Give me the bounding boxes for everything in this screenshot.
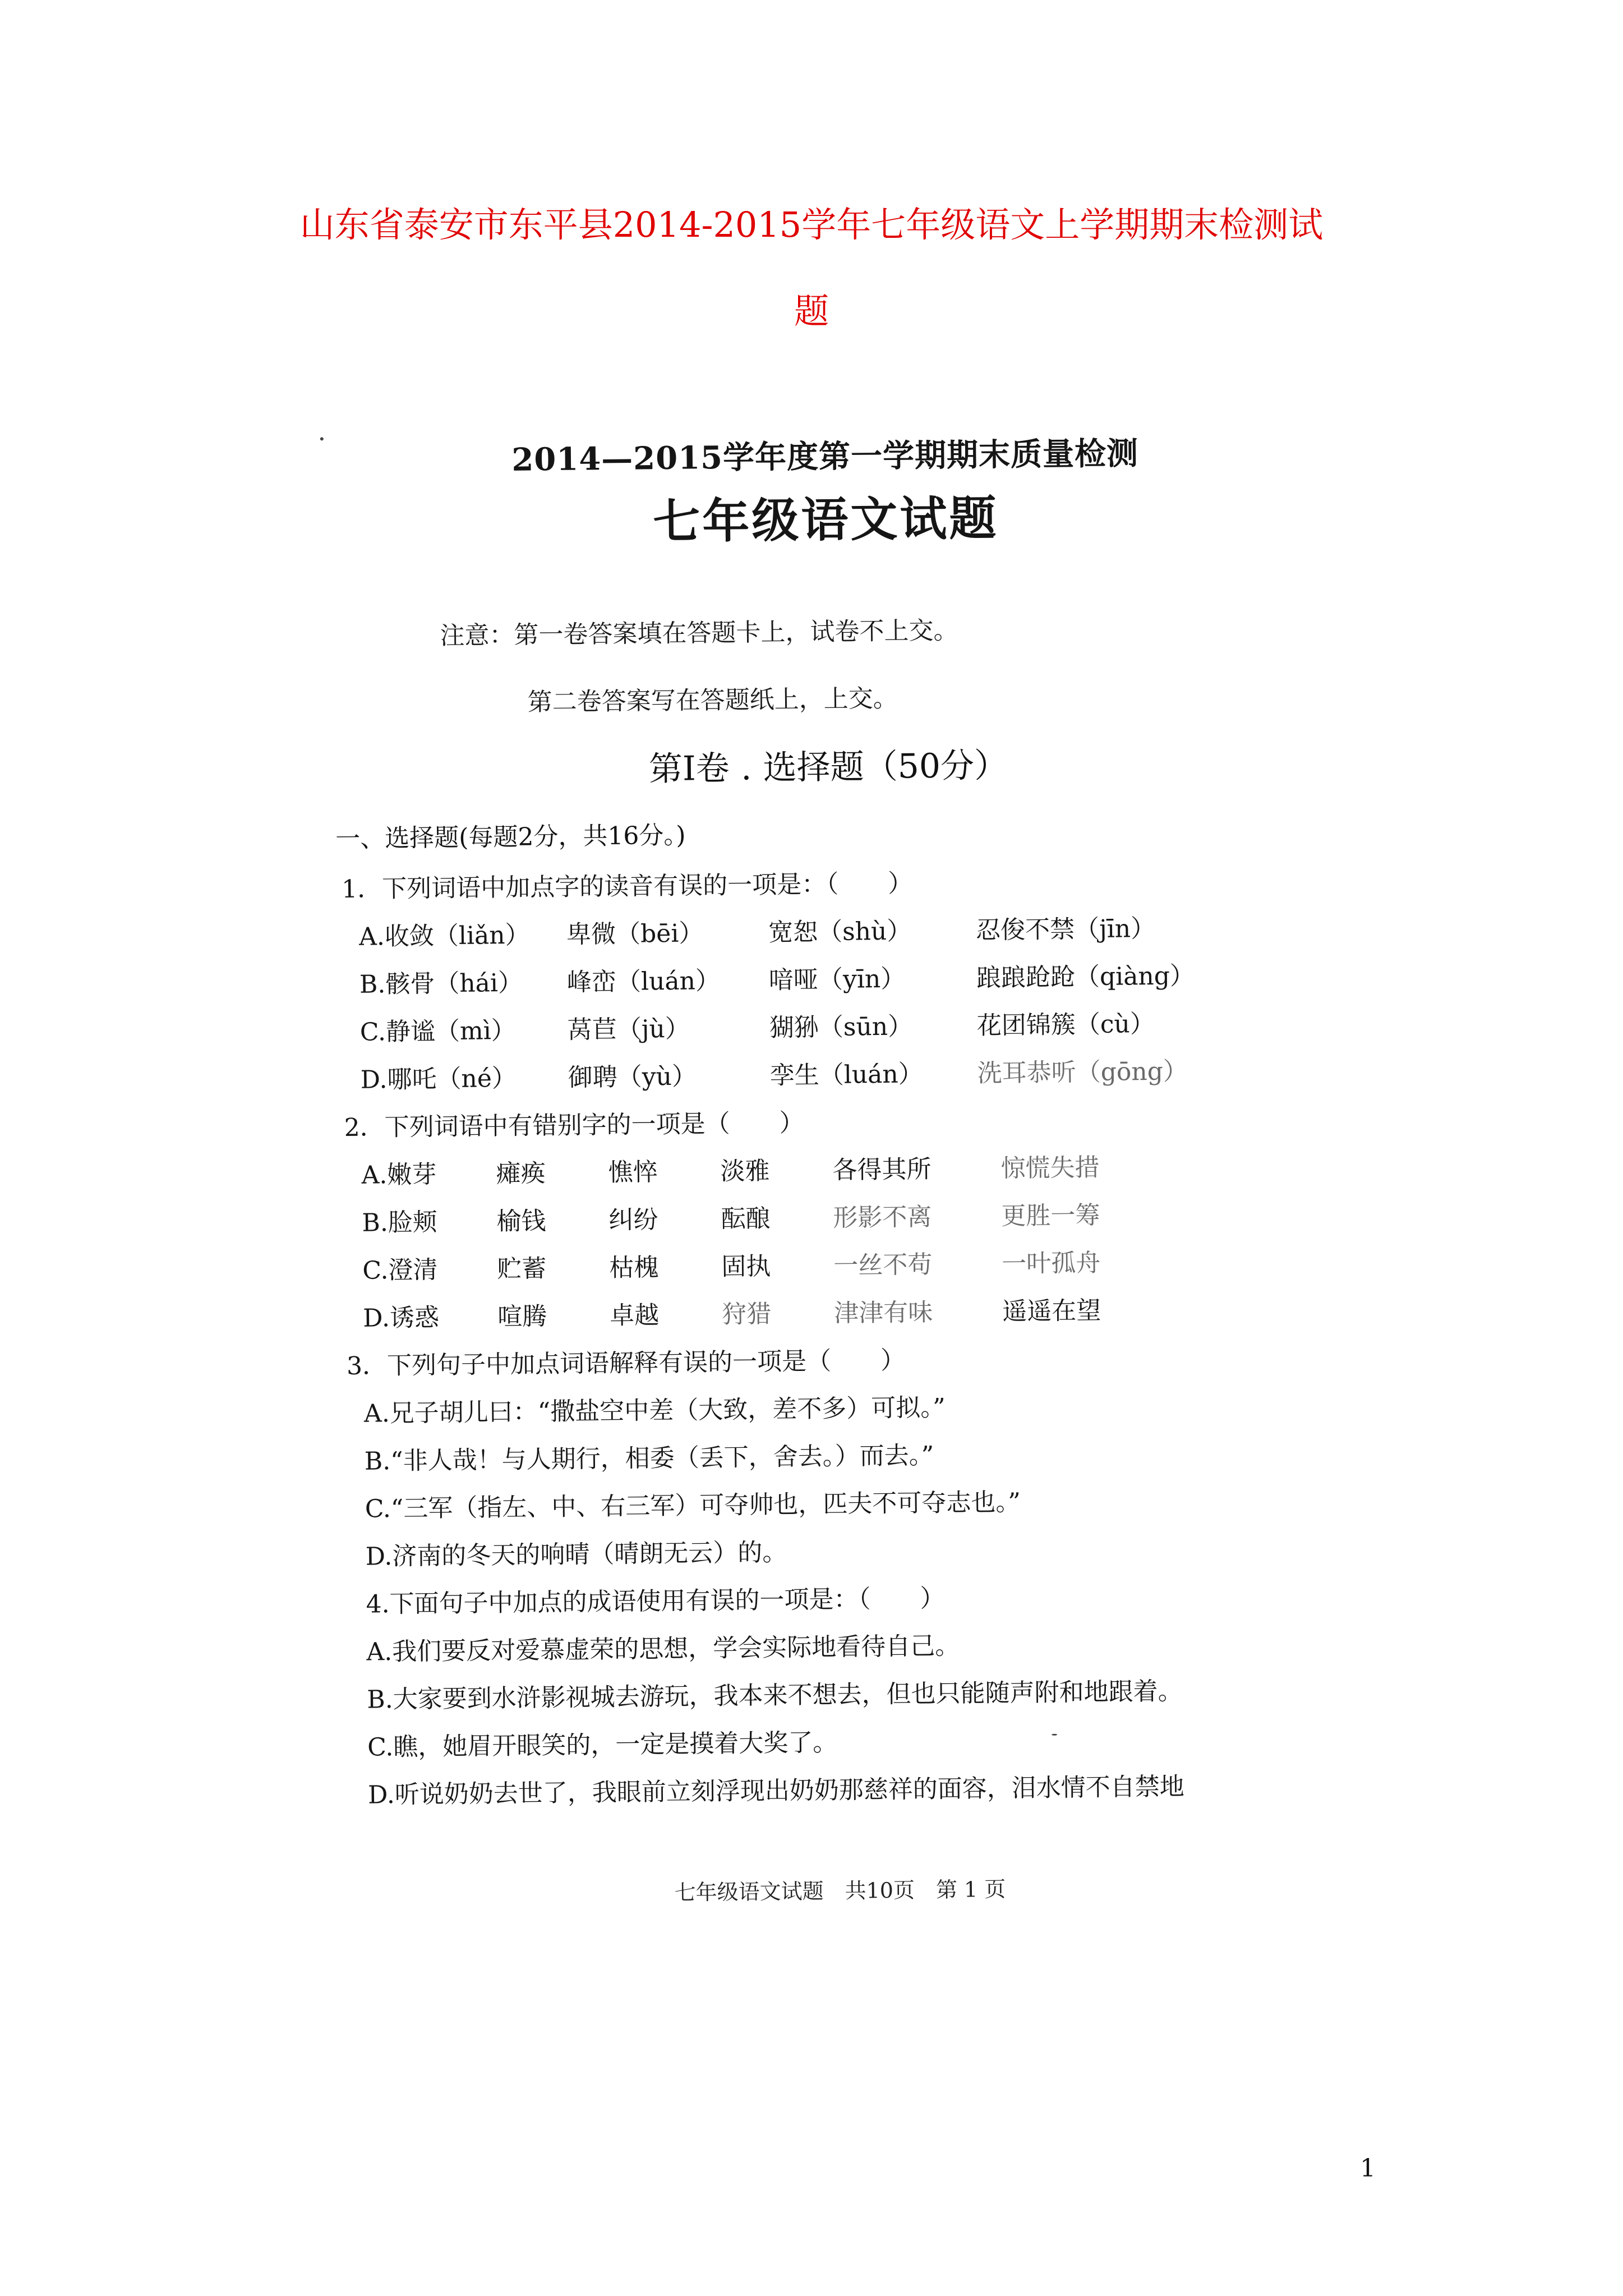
option-cell: 津津有味: [833, 1298, 933, 1328]
option-cell: 喑哑（yīn）: [768, 964, 906, 995]
option-cell: 榆钱: [496, 1207, 546, 1236]
question-4-option-a: A.我们要反对爱慕虚荣的思想，学会实际地看待自己。: [366, 1631, 960, 1667]
option-cell: 惊慌失措: [1000, 1153, 1100, 1183]
question-1-stem: 1．下列词语中加点字的读音有误的一项是：（ ）: [341, 869, 913, 904]
option-cell: 固执: [721, 1252, 771, 1282]
question-4-option-c: C.瞧，她眉开眼笑的，一定是摸着大奖了。: [367, 1728, 838, 1762]
document-title-line-1: 山东省泰安市东平县2014-2015学年七年级语文上学期期末检测试: [299, 204, 1324, 245]
option-cell: 瘫痪: [496, 1159, 546, 1189]
option-cell: B.脸颊: [362, 1208, 438, 1237]
option-cell: 贮蓄: [497, 1254, 547, 1284]
scanned-exam-page: [314, 393, 1335, 1907]
option-cell: 忍俊不禁（jīn）: [975, 914, 1156, 945]
option-cell: 喧腾: [497, 1302, 547, 1332]
option-cell: 各得其所: [832, 1155, 932, 1185]
option-cell: 御聘（yù）: [568, 1062, 697, 1092]
scan-speck: [1052, 1734, 1057, 1736]
question-3-option-c: C.“三军（指左、中、右三军）可夺帅也，匹夫不可夺志也。”: [365, 1488, 1021, 1524]
option-cell: 卓越: [609, 1301, 660, 1331]
section-title: 选择题（50分）: [763, 746, 1008, 788]
notice-line-1: 注意：第一卷答案填在答题卡上，试卷不上交。: [440, 616, 958, 651]
exam-header: 2014—2015学年度第一学期期末质量检测: [511, 435, 1139, 478]
section-dot: .: [740, 748, 752, 788]
option-cell: 形影不离: [833, 1203, 932, 1232]
option-cell: D.诱惑: [362, 1303, 440, 1333]
option-cell: 宽恕（shù）: [768, 917, 912, 947]
notice-line-2: 第二卷答案写在答题纸上，上交。: [527, 684, 898, 717]
question-3-option-a: A.兄子胡儿曰：“撒盐空中差（大致，差不多）可拟。”: [363, 1393, 946, 1428]
option-cell: 淡雅: [720, 1157, 770, 1186]
section-label: 第Ⅰ卷: [648, 748, 730, 789]
option-cell: 遥遥在望: [1002, 1296, 1101, 1326]
question-3-option-d: D.济南的冬天的响晴（晴朗无云）的。: [365, 1538, 787, 1571]
option-cell: 狩猎: [721, 1300, 772, 1329]
option-cell: C.静谧（mì）: [359, 1016, 517, 1047]
scan-speck: [320, 437, 324, 440]
option-cell: 一叶孤舟: [1002, 1248, 1101, 1278]
exam-page-footer: 七年级语文试题 共10页 第 1 页: [674, 1876, 1006, 1905]
option-cell: 孪生（luán）: [769, 1060, 923, 1091]
option-cell: D.哪吒（né）: [360, 1064, 517, 1094]
option-cell: B.骸骨（hái）: [359, 968, 523, 999]
option-cell: 洗耳恭听（gōng）: [977, 1057, 1188, 1088]
option-cell: 卑微（bēi）: [566, 919, 704, 949]
option-cell: 枯槐: [609, 1253, 659, 1283]
page-number: 1: [1360, 2154, 1376, 2183]
option-cell: 酝酿: [721, 1204, 771, 1234]
question-4-stem: 4.下面句子中加点的成语使用有误的一项是：（ ）: [366, 1584, 945, 1619]
document-title-line-2: 题: [794, 291, 829, 332]
document-title: [0, 204, 1623, 332]
option-cell: A.嫩芽: [361, 1160, 437, 1190]
question-2-stem: 2．下列词语中有错别字的一项是（ ）: [344, 1108, 804, 1143]
option-cell: 踉踉跄跄（qiàng）: [976, 961, 1195, 993]
option-cell: 纠纷: [608, 1205, 658, 1235]
question-4-option-b: B.大家要到水浒影视城去游玩，我本来不想去，但也只能随声附和地跟着。: [367, 1677, 1183, 1714]
option-cell: C.澄清: [362, 1255, 438, 1285]
option-cell: A.收敛（liǎn）: [358, 921, 530, 951]
option-cell: 憔悴: [608, 1158, 658, 1188]
option-cell: 莴苣（jù）: [567, 1014, 690, 1045]
option-cell: 花团锦簇（cù）: [976, 1009, 1155, 1041]
question-3-stem: 3．下列句子中加点词语解释有误的一项是（ ）: [346, 1346, 906, 1381]
option-cell: 更胜一筹: [1001, 1200, 1100, 1231]
section-heading: [318, 735, 1339, 794]
option-cell: 一丝不苟: [833, 1250, 933, 1280]
question-3-option-b: B.“非人哉！与人期行，相委（丢下，舍去。）而去。”: [364, 1441, 934, 1476]
option-cell: 峰峦（luán）: [566, 967, 721, 997]
question-4-option-d: D.听说奶奶去世了，我眼前立刻浮现出奶奶那慈祥的面容，泪水情不自禁地: [367, 1772, 1185, 1810]
option-cell: 猢狲（sūn）: [769, 1012, 913, 1043]
exam-subject-title: 七年级语文试题: [652, 490, 999, 550]
part-heading: 一、选择题(每题2分，共16分。): [335, 821, 686, 854]
